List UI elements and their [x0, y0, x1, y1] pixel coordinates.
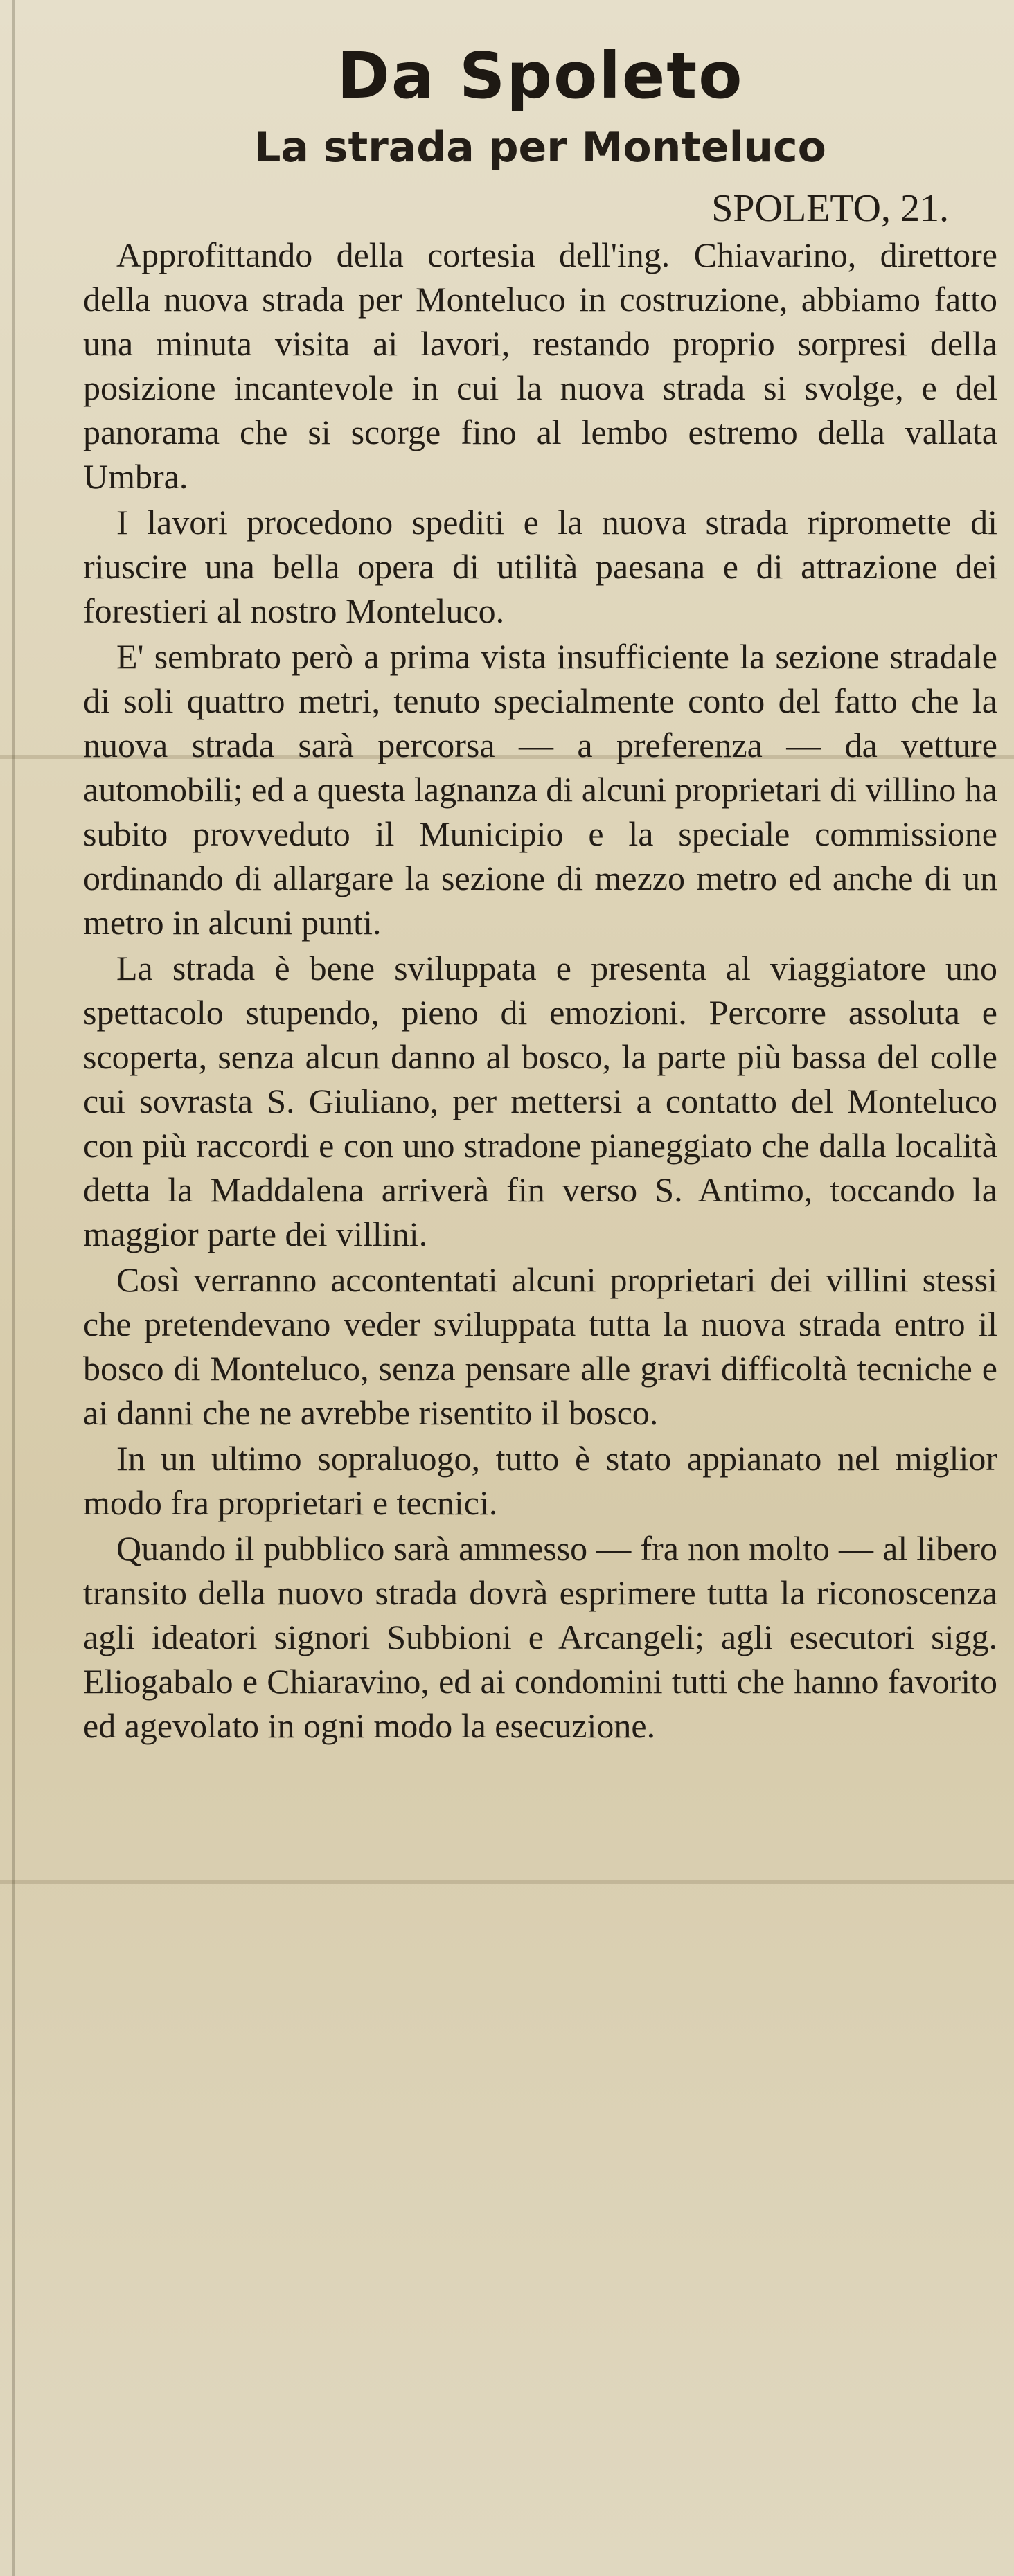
article-paragraph: Così verranno accontentati alcuni proprietari dei villini stessi che pretendevano veder sviluppata tutta la nuova strada entro il bosco di Monteluco, senza pensare alle gravi difficoltà tecniche e ai danni che ne avrebbe risentito il bosco. [83, 1260, 997, 1432]
dateline: SPOLETO, 21. [711, 187, 949, 230]
clipping-left-edge [12, 0, 15, 2576]
subheadline: La strada per Monteluco [254, 123, 826, 172]
article-paragraph: Quando il pubblico sarà ammesso — fra non molto — al libero transito della nuovo strada dovrà esprimere tutta la riconoscenza agli ideatori signori Subbioni e Arcangeli; agli esecutori sigg. Eliogabalo e Chiaravino, ed ai condomini tutti che hanno favorito ed agevolato in ogni modo la esecuzione. [83, 1529, 997, 1745]
article-paragraph: Approfittando della cortesia dell'ing. Chiavarino, direttore della nuova strada per Monteluco in costruzione, abbiamo fatto una minuta visita ai lavori, restando proprio sorpresi della posizione incantevole in cui la nuova strada si svolge, e del panorama che si scorge fino al lembo estremo della vallata Umbra. [83, 235, 997, 496]
article-paragraph: In un ultimo sopraluogo, tutto è stato appianato nel miglior modo fra proprietari e tecnici. [83, 1439, 997, 1522]
headline: Da Spoleto [337, 39, 744, 113]
article-paragraph: La strada è bene sviluppata e presenta al viaggiatore uno spettacolo stupendo, pieno di emozioni. Percorre assoluta e scoperta, senza alcun danno al bosco, la parte più bassa del colle cui sovrasta S. Giuliano, per mettersi a contatto del Monteluco con più raccordi e con uno stradone pianeggiato che dalla località detta la Maddalena arriverà fin verso S. Antimo, toccando la maggior parte dei villini. [83, 949, 997, 1253]
paper-fold-line [0, 1880, 1014, 1884]
article [83, 35, 997, 1748]
article-paragraph: I lavori procedono spediti e la nuova strada ripromette di riuscire una bella opera di utilità paesana e di attrazione dei forestieri al nostro Monteluco. [83, 503, 997, 630]
article-paragraph: E' sembrato però a prima vista insufficiente la sezione stradale di soli quattro metri, tenuto specialmente conto del fatto che la nuova strada sarà percorsa — a preferenza — da vetture automobili; ed a questa lagnanza di alcuni proprietari di villino ha subito provveduto il Municipio e la speciale commissione ordinando di allargare la sezione di mezzo metro ed anche di un metro in alcuni punti. [83, 637, 997, 942]
